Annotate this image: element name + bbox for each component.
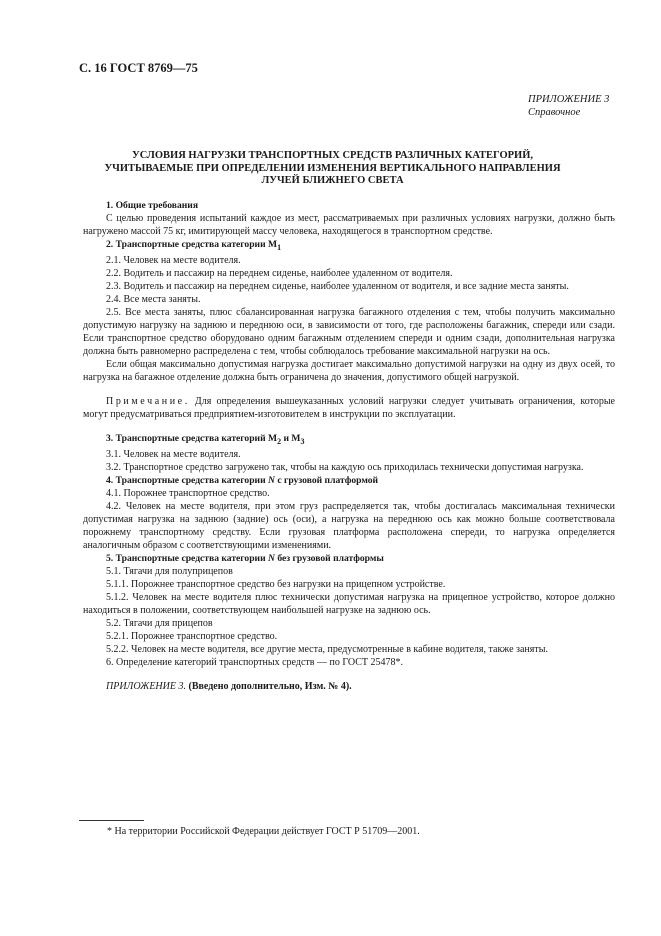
footnote-divider xyxy=(79,820,144,821)
paragraph: С целью проведения испытаний каждое из мест, рассматриваемых при различных условиях нагрузки, должно быть нагружено массой 75 кг, имитирующей массу человека, находящегося в транспортном средстве. xyxy=(83,213,615,237)
list-item: 5.1.2. Человек на месте водителя плюс технически допустимая нагрузка на прицепное устройство, которое должно находиться в положении, соответствующем наибольшей нагрузке на заднюю ось. xyxy=(83,591,615,616)
list-item: 2.2. Водитель и пассажир на переднем сиденье, наиболее удаленном от водителя. xyxy=(106,267,453,279)
appendix-label-block xyxy=(528,93,609,119)
appendix-label: ПРИЛОЖЕНИЕ 3 xyxy=(528,94,610,105)
title-line: УЧИТЫВАЕМЫЕ ПРИ ОПРЕДЕЛЕНИИ ИЗМЕНЕНИЯ ВЕРТИКАЛЬНОГО НАПРАВЛЕНИЯ xyxy=(104,162,561,174)
list-item: 5.1.1. Порожнее транспортное средство без нагрузки на прицепном устройстве. xyxy=(106,578,446,590)
section-heading: 4. Транспортные средства категории N с грузовой платформой xyxy=(106,474,379,486)
section-heading: 1. Общие требования xyxy=(106,200,199,211)
list-item: 3.1. Человек на месте водителя. xyxy=(106,448,241,460)
section-heading: 3. Транспортные средства категорий $M_2$ и $M_3$ xyxy=(106,432,305,446)
note xyxy=(83,395,615,421)
appendix-type: Справочное xyxy=(528,107,581,118)
list-item: 2.1. Человек на месте водителя. xyxy=(106,254,241,266)
list-item: 5.2.1. Порожнее транспортное средство. xyxy=(106,630,278,642)
title-line: УСЛОВИЯ НАГРУЗКИ ТРАНСПОРТНЫХ СРЕДСТВ РАЗЛИЧНЫХ КАТЕГОРИЙ, xyxy=(132,150,533,161)
document-body xyxy=(83,199,615,693)
title-line: ЛУЧЕЙ БЛИЖНЕГО СВЕТА xyxy=(261,175,404,187)
page-header: С. 16 ГОСТ 8769—75 xyxy=(79,61,198,75)
paragraph: Если общая максимально допустимая нагрузка достигает максимально допустимой нагрузки на одну из двух осей, то нагрузка на багажное отделение должна быть ограничена до значения, допустимого общей нагрузкой. xyxy=(83,358,615,383)
document-title xyxy=(90,150,575,188)
list-item: 2.4. Все места заняты. xyxy=(106,293,201,305)
footnote: * На территории Российской Федерации действует ГОСТ Р 51709—2001. xyxy=(107,826,420,837)
closing-label: ПРИЛОЖЕНИЕ 3. xyxy=(106,680,186,692)
closing-note xyxy=(83,680,615,693)
note-text: Для определения вышеуказанных условий нагрузки следует учитывать ограничения, которые могут предусматриваться предприятием-изготовителем в инструкции по эксплуатации. xyxy=(83,395,615,420)
closing-text: (Введено дополнительно, Изм. № 4). xyxy=(186,680,352,692)
list-item: 5.2.2. Человек на месте водителя, все другие места, предусмотренные в кабине водителя, также заняты. xyxy=(106,643,548,655)
section-heading: 5. Транспортные средства категории N без грузовой платформы xyxy=(106,552,384,564)
note-label: Примечание. xyxy=(106,395,190,407)
list-item: 4.2. Человек на месте водителя, при этом груз распределяется так, чтобы достигалась максимальная технически допустимая нагрузка на заднюю (задние) ось (оси), а нагрузка на переднюю ось как можно больше соответствовала порожнему транспортному средству. Если грузовая платформа расположена спереди, то нагрузка определяется аналогичным образом с соответствующими изменениями. xyxy=(83,500,615,551)
list-item: 6. Определение категорий транспортных средств — по ГОСТ 25478*. xyxy=(106,656,403,668)
list-item: 5.2. Тягачи для прицепов xyxy=(106,617,213,629)
list-item: 4.1. Порожнее транспортное средство. xyxy=(106,487,270,499)
section-heading: 2. Транспортные средства категории $M_1$ xyxy=(106,239,282,252)
list-item: 2.3. Водитель и пассажир на переднем сиденье, наиболее удаленном от водителя, и все задние места заняты. xyxy=(106,280,569,292)
list-item: 5.1. Тягачи для полуприцепов xyxy=(106,565,233,577)
list-item: 2.5. Все места заняты, плюс сбалансированная нагрузка багажного отделения с тем, чтобы получить максимально допустимую нагрузку на заднюю и переднюю оси, в зависимости от того, где расположены багажник, спереди или сзади. Если транспортное средство оборудовано одним багажным отделением спереди и одним сзади, дополнительная нагрузка должна быть равномерно распределена с тем, чтобы соблюдалось требование максимальной нагрузки на ось. xyxy=(83,306,615,357)
list-item: 3.2. Транспортное средство загружено так, чтобы на каждую ось приходилась технически допустимая нагрузка. xyxy=(106,461,584,473)
